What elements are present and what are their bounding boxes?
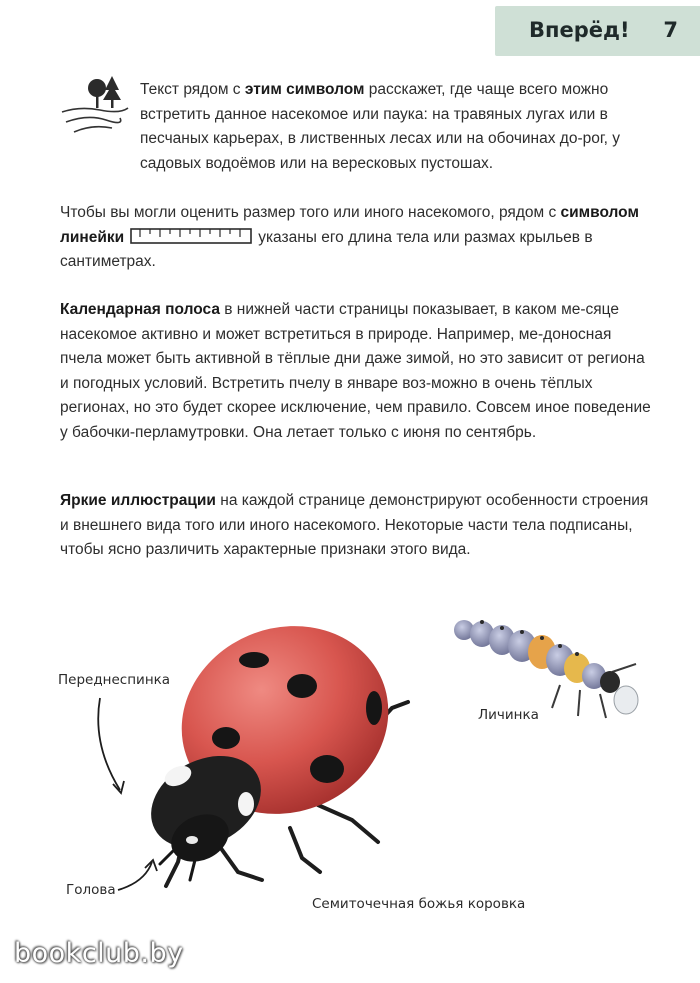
label-larva: Личинка xyxy=(478,707,539,723)
ladybug-illustration xyxy=(0,590,700,920)
ladybug-larva xyxy=(454,620,638,718)
habitat-bold: этим символом xyxy=(244,81,365,98)
figure-caption: Семиточечная божья коровка xyxy=(312,896,526,912)
calendar-bold: Календарная полоса xyxy=(60,301,220,318)
chapter-header-tab xyxy=(495,6,700,56)
size-bold: символом линейки xyxy=(60,204,639,246)
landscape-trees-path-icon xyxy=(60,74,130,136)
pronotum-arrow xyxy=(98,698,120,790)
ruler-icon xyxy=(130,228,252,244)
page-number: 7 xyxy=(663,18,678,42)
illustrations-paragraph: Яркие иллюстрации на каждой странице демонстрируют особенности строения и внешнего вида того или иного насекомого. Некоторые части тела подписаны, чтобы ясно различить характерные признаки этого вида. xyxy=(60,492,649,558)
illustrations-bold: Яркие иллюстрации xyxy=(60,492,216,509)
calendar-paragraph: Календарная полоса в нижней части страницы показывает, в каком ме-сяце насекомое активно и может встретиться в природе. Например, ме-доносная пчела может быть активной в тёплые дни даже зимой, но это зависит от региона и погодных условий. Встретить пчелу в январе воз-можно в очень тёплых регионах, но это будет скорее исключение, чем правило. Совсем иное поведение у бабочки-перламутровки. Она летает только с июня по сентябрь. xyxy=(60,301,651,441)
watermark: bookclub.by xyxy=(14,938,184,969)
size-paragraph: Чтобы вы могли оценить размер того или иного насекомого, рядом с символом линейки указаны его длина тела или размах крыльев в сантиметрах. xyxy=(60,204,639,270)
label-pronotum: Переднеспинка xyxy=(58,672,171,688)
habitat-paragraph: Текст рядом с этим символом расскажет, где чаще всего можно встретить данное насекомое или паука: на травяных лугах или в песчаных карьерах, в лиственных лесах или на обочинах до-рог, у садовых водоёмов или на вересковых пустошах. xyxy=(140,81,620,172)
chapter-title: Вперёд! xyxy=(529,18,630,42)
label-head: Голова xyxy=(66,882,116,898)
